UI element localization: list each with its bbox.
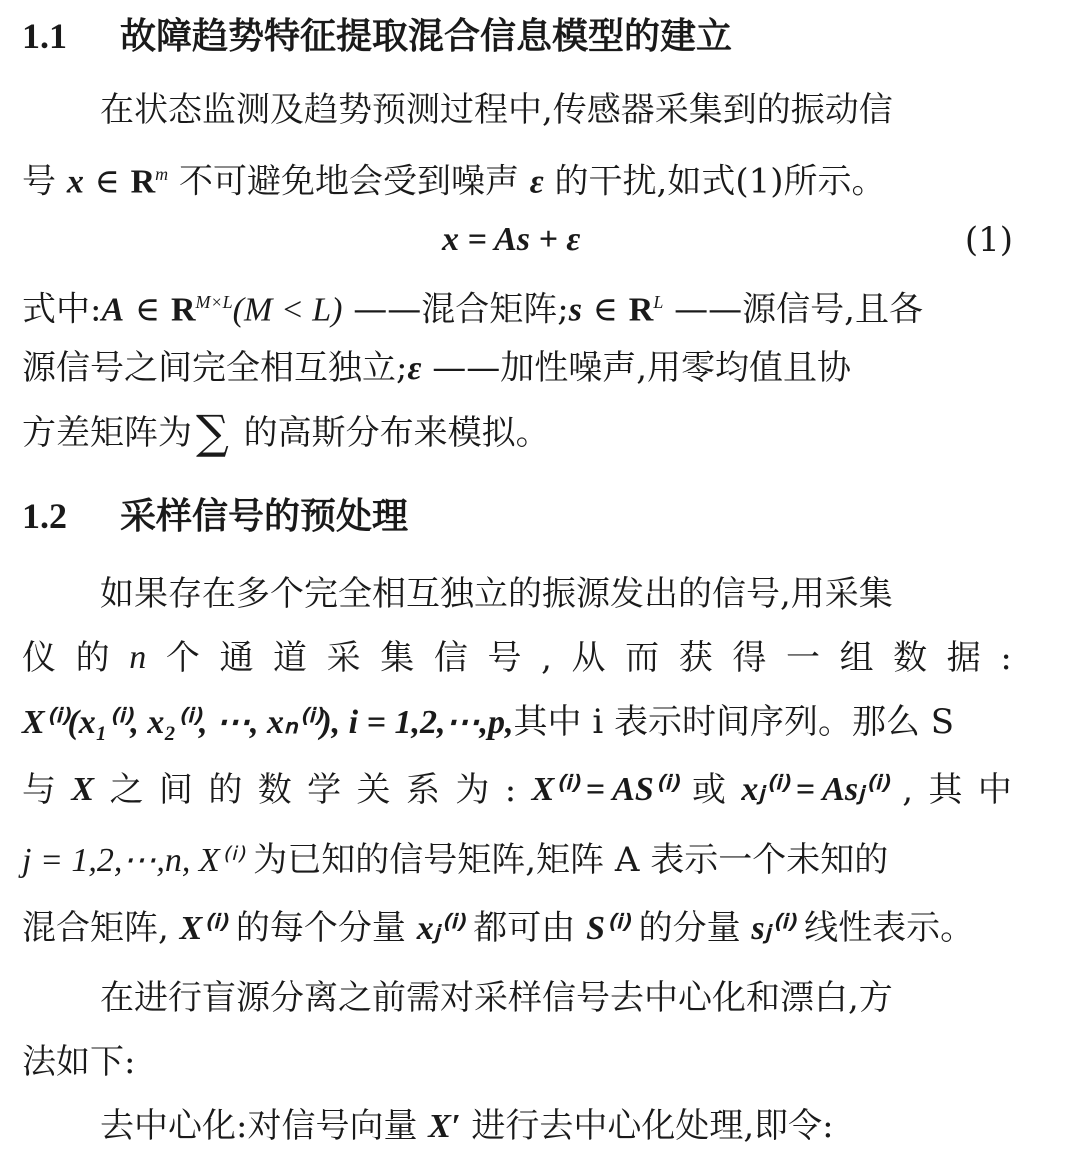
text-char: 与	[22, 770, 56, 810]
math-superscript: m	[155, 164, 169, 184]
section-heading-1-1	[22, 14, 732, 59]
text-char: 据	[946, 638, 981, 678]
paragraph-line: 法如下:	[22, 1042, 136, 1082]
text-char: 集	[380, 638, 415, 678]
text-run: 的每个分量	[225, 908, 417, 948]
math-symbol: X⁽ⁱ⁾	[179, 910, 226, 947]
text-char: 数	[893, 638, 928, 678]
text-char: 之	[109, 770, 144, 810]
math-symbol: xⱼ⁽ⁱ⁾	[416, 910, 463, 947]
paragraph-line	[22, 906, 974, 951]
math-superscript: M×L	[195, 292, 233, 312]
paragraph-line	[22, 346, 851, 391]
section-title: 故障趋势特征提取混合信息模型的建立	[120, 16, 733, 57]
text-char: :	[504, 770, 517, 810]
paragraph-line	[22, 280, 923, 332]
text-char: 的	[75, 638, 110, 678]
text-run: 方差矩阵为	[22, 413, 192, 453]
paragraph-line	[100, 1104, 834, 1149]
text-char: 其	[928, 770, 963, 810]
paragraph-line	[22, 152, 886, 204]
math-symbol: ε	[407, 350, 422, 387]
text-run: 源信号之间完全相互独立;	[22, 348, 408, 388]
math-symbol: X	[71, 771, 95, 808]
math-symbol: S⁽ⁱ⁾	[586, 910, 628, 947]
paragraph-line-justified	[22, 636, 1012, 680]
text-char: ,	[541, 638, 552, 678]
math-symbol: R	[130, 163, 156, 201]
section-heading-1-2	[22, 494, 408, 539]
math-symbol: s	[568, 291, 582, 329]
math-symbol: x	[66, 163, 84, 201]
math-condition: (M < L)	[232, 291, 343, 329]
text-run: 的高斯分布来模拟。	[232, 413, 550, 453]
text-char: 而	[625, 638, 660, 678]
text-run: 式中:	[22, 289, 102, 330]
math-symbol: n	[129, 639, 147, 676]
section-number: 1.2	[22, 496, 67, 536]
text-char: 数	[257, 770, 292, 810]
paragraph-line: 在状态监测及趋势预测过程中,传感器采集到的振动信	[100, 90, 893, 130]
text-run: 进行去中心化处理,即令:	[460, 1106, 834, 1146]
text-char: ,	[902, 770, 914, 810]
paragraph-line: 在进行盲源分离之前需对采样信号去中心化和漂白,方	[100, 978, 893, 1018]
text-run: 线性表示。	[793, 908, 975, 948]
text-char: 道	[273, 638, 308, 678]
text-char: 间	[158, 770, 193, 810]
math-symbol: A	[101, 291, 125, 329]
section-title: 采样信号的预处理	[120, 496, 409, 537]
text-run: 混合矩阵,	[22, 908, 180, 948]
math-expression: X⁽ⁱ⁾ = AS⁽ⁱ⁾	[531, 771, 677, 808]
text-run: 其中 i 表示时间序列。那么 S	[513, 702, 955, 742]
math-superscript: L	[653, 292, 664, 312]
text-run: ——加性噪声,用零均值且协	[421, 348, 852, 388]
text-char: 学	[307, 770, 342, 810]
math-symbol: ∈	[124, 289, 171, 330]
text-char: 一	[785, 638, 820, 678]
paragraph-line	[22, 838, 888, 883]
text-char: 得	[732, 638, 767, 678]
text-char: 中	[977, 770, 1012, 810]
text-run: 为已知的信号矩阵,矩阵 A 表示一个未知的	[242, 840, 889, 880]
math-symbol: sⱼ⁽ⁱ⁾	[751, 910, 794, 947]
text-char: 或	[691, 770, 726, 810]
paragraph-line: 如果存在多个完全相互独立的振源发出的信号,用采集	[100, 574, 893, 614]
paragraph-line	[22, 700, 954, 745]
text-char: 个	[165, 638, 200, 678]
text-run: ——源信号,且各	[663, 289, 923, 330]
math-symbol: ∈	[582, 289, 629, 330]
equation-number: (1)	[964, 220, 1013, 260]
text-run: 的干扰,如式(1)所示。	[543, 161, 886, 202]
text-run: 号	[22, 161, 67, 202]
text-char: :	[1000, 638, 1012, 678]
paragraph-line-justified	[22, 768, 1012, 812]
text-char: 从	[571, 638, 606, 678]
math-symbol: ∈	[83, 161, 131, 202]
math-expression: xⱼ⁽ⁱ⁾ = Asⱼ⁽ⁱ⁾	[741, 771, 887, 808]
math-expression: j = 1,2,⋯,n, X⁽ⁱ⁾	[22, 842, 243, 879]
text-run: 都可由	[462, 908, 587, 948]
sigma-symbol: ∑	[196, 405, 229, 459]
paragraph-line	[22, 405, 550, 459]
text-char: 为	[455, 770, 490, 810]
text-run: 的分量	[627, 908, 752, 948]
text-char: 采	[326, 638, 361, 678]
math-expression: X⁽ⁱ⁾(x₁⁽ⁱ⁾, x₂⁽ⁱ⁾, ⋯, xₙ⁽ⁱ⁾), i = 1,2,⋯,p,	[22, 704, 514, 741]
text-char: 系	[405, 770, 440, 810]
equation: x = As + ε	[442, 221, 581, 258]
text-char: 的	[208, 770, 243, 810]
text-char: 仪	[22, 638, 56, 678]
math-symbol: R	[170, 291, 196, 329]
math-symbol: R	[628, 291, 654, 329]
math-symbol: ε	[529, 163, 544, 201]
text-run: 不可避免地会受到噪声	[168, 161, 530, 202]
text-char: 获	[678, 638, 713, 678]
section-number: 1.1	[22, 16, 67, 56]
text-char: 组	[839, 638, 874, 678]
text-char: 号	[487, 638, 522, 678]
text-run: 去中心化:对信号向量	[100, 1106, 429, 1146]
text-char: 关	[356, 770, 391, 810]
text-char: 信	[433, 638, 468, 678]
math-symbol: X′	[428, 1108, 461, 1145]
text-char: 通	[219, 638, 254, 678]
text-run: ——混合矩阵;	[342, 289, 569, 330]
